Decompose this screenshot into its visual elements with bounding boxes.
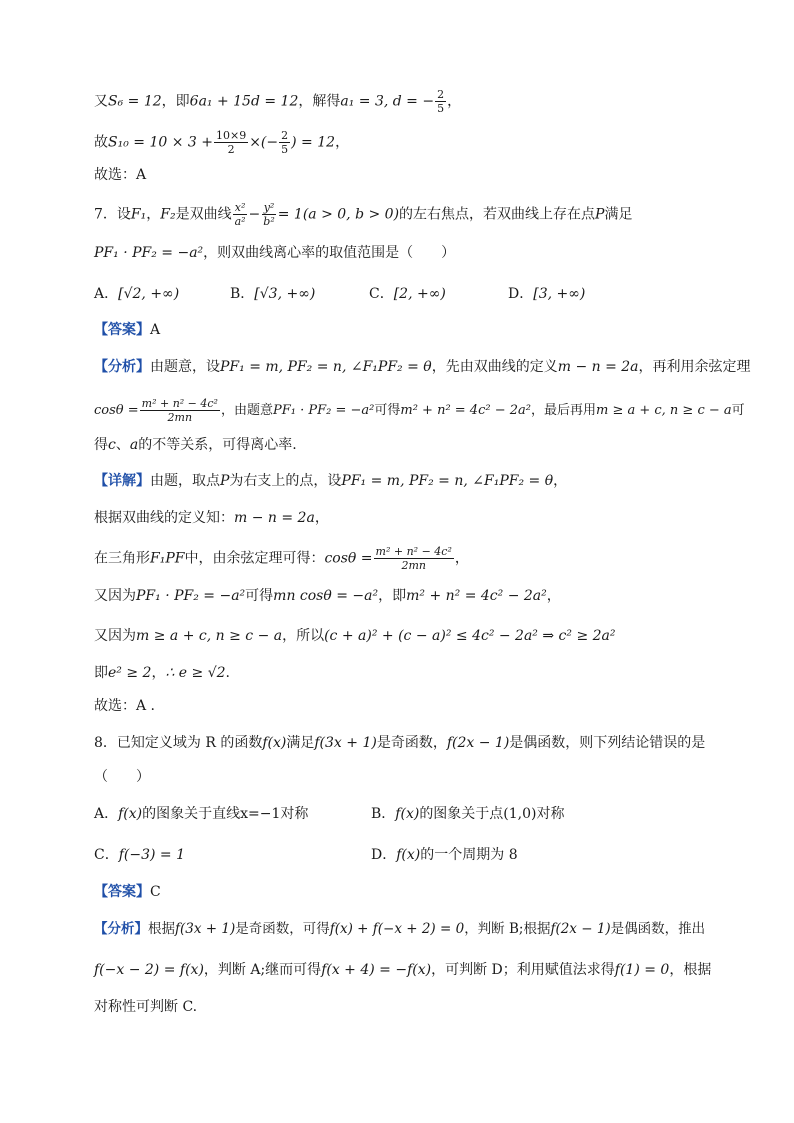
q7-detail-line6 xyxy=(94,663,714,683)
formula: PF₁ = m, PF₂ = n, ∠F₁PF₂ = θ xyxy=(341,473,554,489)
denominator: 2 xyxy=(227,143,235,156)
formula: ∴ e ≥ √2 xyxy=(165,665,226,681)
text: ，根据 xyxy=(669,962,712,978)
text: 8．已知定义域为 R 的函数 xyxy=(94,735,263,751)
option-value: [√3, +∞) xyxy=(254,286,316,302)
formula: PF₁ = m, PF₂ = n, ∠F₁PF₂ = θ xyxy=(220,359,432,375)
formula: a xyxy=(129,437,139,453)
formula: P xyxy=(595,206,605,223)
q8-analysis-line2 xyxy=(94,960,714,980)
option-formula: f(x) xyxy=(118,806,143,822)
q7-detail-line5 xyxy=(94,626,714,646)
q7-answer-line: 故选：A . xyxy=(94,698,156,714)
formula: f(x + 4) = −f(x) xyxy=(321,962,432,978)
text: 即 xyxy=(94,665,108,681)
formula: = 1(a > 0, b > 0) xyxy=(277,206,400,223)
formula: F₂ xyxy=(160,206,176,223)
q8-option-d xyxy=(371,845,518,865)
q7-option-c xyxy=(369,284,446,304)
text: . xyxy=(225,665,230,681)
q8-option-a xyxy=(94,804,308,824)
q7-stem-line1 xyxy=(94,201,714,228)
q7-detail-line4 xyxy=(94,586,714,606)
formula: PF₁ · PF₂ = −a² xyxy=(94,245,204,261)
option-value: [3, +∞) xyxy=(533,286,586,302)
text: 的不等关系，可得离心率. xyxy=(138,437,297,453)
text: 中，由余弦定理可得： xyxy=(184,550,325,567)
option-value: [√2, +∞) xyxy=(118,286,180,302)
text: 可 xyxy=(731,403,745,418)
q8-analysis-line1 xyxy=(94,919,714,939)
text: ， xyxy=(447,93,462,110)
formula: f(3x + 1) xyxy=(314,735,377,751)
text: ，则双曲线离心率的取值范围是（ ） xyxy=(203,245,456,261)
denominator: 2mn xyxy=(401,559,426,572)
text: 满足 xyxy=(286,735,315,751)
option-label: D． xyxy=(508,286,534,302)
formula: c xyxy=(108,437,116,453)
text: 故 xyxy=(94,134,108,151)
text: 根据双曲线的定义知： xyxy=(94,510,234,526)
text: ，由题意 xyxy=(220,403,273,418)
text: ， xyxy=(546,588,561,604)
formula: f(1) = 0 xyxy=(614,962,670,978)
option-label: C． xyxy=(94,847,119,863)
option-formula: f(−3) = 1 xyxy=(118,847,185,863)
formula: F₁ xyxy=(130,206,147,223)
text: 根据 xyxy=(148,921,175,937)
formula: ×(− xyxy=(249,134,279,151)
formula: f(x) xyxy=(262,735,287,751)
q7-option-a xyxy=(94,284,179,304)
text: 可得 xyxy=(374,403,401,418)
text: ，最后再用 xyxy=(530,403,596,418)
text: 由题，取点 xyxy=(150,473,220,489)
formula: f(2x − 1) xyxy=(446,735,510,751)
analysis-tag: 【分析】 xyxy=(94,921,148,937)
numerator: m² + n² − 4c² xyxy=(375,545,452,558)
q8-stem-line2: （ ） xyxy=(94,769,150,785)
q7-answer xyxy=(94,320,714,340)
text: 是奇函数， xyxy=(376,735,447,751)
denominator: 2mn xyxy=(167,411,193,424)
q7-analysis-line1 xyxy=(94,357,751,377)
formula: S₆ = 12 xyxy=(108,93,162,110)
text: ， xyxy=(553,473,568,489)
q7-analysis-line2 xyxy=(94,397,745,424)
formula: PF₁ · PF₂ = −a² xyxy=(136,588,246,604)
numerator: 2 xyxy=(281,129,289,142)
option-label: A． xyxy=(94,806,119,822)
text: 是双曲线 xyxy=(175,206,232,223)
formula: F₁PF xyxy=(150,550,185,567)
solution6-line2 xyxy=(94,129,714,156)
text: 由题意，设 xyxy=(150,359,220,375)
text: − xyxy=(248,206,261,223)
q8-analysis-line3: 对称性可判断 C. xyxy=(94,999,198,1015)
numerator: x² xyxy=(234,201,246,214)
denominator: a² xyxy=(234,215,246,228)
formula: e² ≥ 2 xyxy=(108,665,152,681)
numerator: y² xyxy=(263,201,275,214)
formula: f(x) + f(−x + 2) = 0 xyxy=(329,921,465,937)
q7-detail-line2 xyxy=(94,508,714,528)
numerator: m² + n² − 4c² xyxy=(141,397,218,410)
text: ，再利用余弦定理 xyxy=(638,359,751,375)
detail-tag: 【详解】 xyxy=(94,473,150,489)
solution6-line1 xyxy=(94,88,714,115)
formula: m ≥ a + c, n ≥ c − a xyxy=(595,403,732,418)
q7-analysis-line3 xyxy=(94,435,714,455)
q7-detail-line3 xyxy=(94,545,714,572)
text: 又 xyxy=(94,93,108,110)
denominator: 5 xyxy=(437,102,445,115)
option-label: A． xyxy=(94,286,119,302)
formula: m² + n² = 4c² − 2a² xyxy=(400,403,531,418)
formula: 6a₁ + 15d = 12 xyxy=(189,93,299,110)
text: 是奇函数，可得 xyxy=(235,921,330,937)
formula: m ≥ a + c, n ≥ c − a xyxy=(136,628,283,644)
q8-option-b xyxy=(371,804,565,824)
analysis-tag: 【分析】 xyxy=(94,359,150,375)
text: ，先由双曲线的定义 xyxy=(431,359,558,375)
text: 的左右焦点，若双曲线上存在点 xyxy=(399,206,596,223)
fraction xyxy=(261,201,276,228)
q7-stem-line2 xyxy=(94,243,714,263)
q8-answer xyxy=(94,882,714,902)
fraction xyxy=(214,129,248,156)
text: ，解得 xyxy=(298,93,341,110)
formula: mn cosθ = −a² xyxy=(273,588,379,604)
formula: f(−x − 2) = f(x) xyxy=(94,962,204,978)
text: ， xyxy=(314,510,329,526)
text: ，可判断 D；利用赋值法求得 xyxy=(431,962,615,978)
text: 、 xyxy=(115,437,130,453)
text: 满足 xyxy=(604,206,633,223)
numerator: 10×9 xyxy=(215,129,247,142)
text: ，判断 A;继而可得 xyxy=(203,962,322,978)
text: ，即 xyxy=(161,93,190,110)
solution6-answer: 故选：A xyxy=(94,167,147,183)
formula: f(2x − 1) xyxy=(550,921,611,937)
formula: (c + a)² + (c − a)² ≤ 4c² − 2a² ⇒ c² ≥ 2a² xyxy=(324,628,616,644)
formula: PF₁ · PF₂ = −a² xyxy=(272,403,375,418)
option-label: D． xyxy=(371,847,397,863)
formula: cosθ = xyxy=(324,550,373,567)
option-formula: f(x) xyxy=(395,806,420,822)
option-label: B． xyxy=(371,806,396,822)
text: ， xyxy=(454,550,469,567)
text: 是偶函数，则下列结论错误的是 xyxy=(509,735,706,751)
formula: m² + n² = 4c² − 2a² xyxy=(406,588,547,604)
q8-option-c xyxy=(94,845,185,865)
fraction xyxy=(374,545,454,572)
option-text: 的图象关于点(1,0)对称 xyxy=(419,806,565,822)
option-value: [2, +∞) xyxy=(393,286,446,302)
denominator: 5 xyxy=(281,143,289,156)
answer-tag: 【答案】 xyxy=(94,884,150,900)
text: 又因为 xyxy=(94,628,136,644)
text: 得 xyxy=(94,437,108,453)
option-label: B． xyxy=(230,286,255,302)
q7-option-b xyxy=(230,284,315,304)
text: 7．设 xyxy=(94,206,131,223)
option-text: 的一个周期为 8 xyxy=(420,847,518,863)
text: 是偶函数，推出 xyxy=(610,921,706,937)
text: ，即 xyxy=(378,588,407,604)
option-formula: f(x) xyxy=(396,847,421,863)
formula: P xyxy=(220,473,230,489)
text: 在三角形 xyxy=(94,550,150,567)
fraction xyxy=(140,397,220,424)
text: ， xyxy=(335,134,350,151)
answer-value: A xyxy=(150,322,161,338)
text: 可得 xyxy=(245,588,274,604)
option-text: 的图象关于直线x=−1对称 xyxy=(142,806,309,822)
formula: cosθ = xyxy=(94,403,139,418)
option-label: C． xyxy=(369,286,394,302)
fraction xyxy=(233,201,248,228)
formula: m − n = 2a xyxy=(557,359,639,375)
q7-detail-line1 xyxy=(94,471,714,491)
formula: a₁ = 3, d = − xyxy=(340,93,435,110)
numerator: 2 xyxy=(437,88,445,101)
formula: f(3x + 1) xyxy=(175,921,236,937)
answer-value: C xyxy=(150,884,161,900)
fraction xyxy=(435,88,446,115)
text: ，所以 xyxy=(282,628,325,644)
text: ， xyxy=(151,665,166,681)
denominator: b² xyxy=(263,215,275,228)
formula: S₁₀ = 10 × 3 + xyxy=(108,134,213,151)
formula: ) = 12 xyxy=(291,134,336,151)
text: 为右支上的点，设 xyxy=(229,473,342,489)
text: 又因为 xyxy=(94,588,136,604)
fraction xyxy=(279,129,290,156)
answer-tag: 【答案】 xyxy=(94,322,150,338)
q7-option-d xyxy=(508,284,585,304)
q8-stem-line1 xyxy=(94,733,714,753)
formula: m − n = 2a xyxy=(234,510,315,526)
text: ， xyxy=(146,206,161,223)
text: ，判断 B;根据 xyxy=(464,921,551,937)
